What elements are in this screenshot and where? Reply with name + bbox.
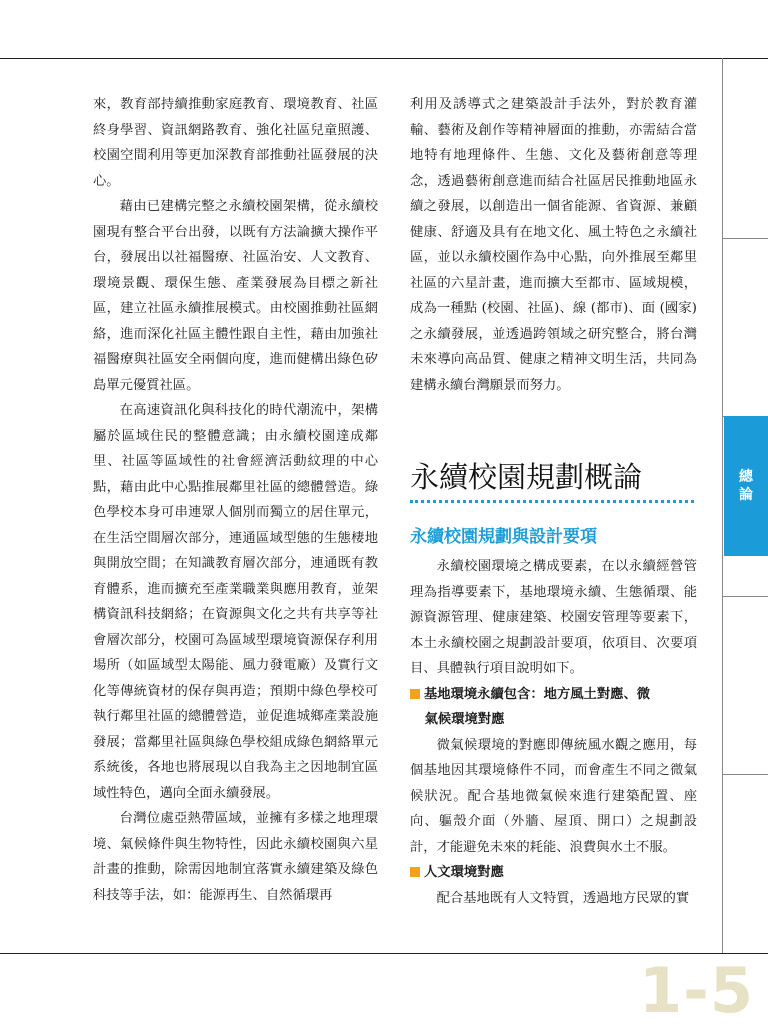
top-rule [0, 58, 768, 59]
right-paragraph-1: 利用及誘導式之建築設計手法外，對於教育灌輸、藝術及創作等精神層面的推動，亦需結合當地特有地理條件、生態、文化及藝術創意等理念，透過藝術創意進而結合社區居民推動地區永續之發展，以創造出一個省能源、省資源、兼顧健康、舒適及具有在地文化、風土特色之永續社區，並以永續校園作為中心點，向外推展至鄰里社區的六星計畫，進而擴大至都市、區域規模，成為一種點 (校園、社區)、線 (都市)、面 (國家)之永續發展，並透過跨領域之研究整合，將台灣未來導向高品質、健康之精神文明生活，共同為建構永續台灣願景而努力。 [410, 97, 697, 393]
right-column-top [410, 92, 697, 398]
bullet-heading-1-line1: 基地環境永續包含：地方風土對應、微 [424, 686, 651, 702]
bullet-heading-2-text: 人文環境對應 [424, 865, 504, 880]
bullet-heading-2 [410, 860, 697, 886]
right-column-body [410, 554, 697, 911]
left-paragraph-3: 在高速資訊化與科技化的時代潮流中，架構屬於區域住民的整體意識；由永續校園達成鄰里、社區等區域性的社會經濟活動紋理的中心點，藉由此中心點推展鄰里社區的總體營造。綠色學校本身可串連眾人個別而獨立的居住單元，在生活空間層次部分，連通區域型態的生態棲地與開放空間；在知識教育層次部分，連通既有教育體系，進而擴充至產業職業與應用教育，並架構資訊科技網絡；在資源與文化之共有共享等社會層次部分，校園可為區域型環境資源保存利用場所（如區域型太陽能、風力發電廠）及實行文化等傳統資材的保存與再造；預期中綠色學校可執行鄰里社區的總體營造，並促進城鄉產業設施發展；當鄰里社區與綠色學校組成綠色網絡單元系統後，各地也將展現以自我為主之因地制宜區域性特色，邁向全面永續發展。 [93, 403, 378, 801]
side-tick-3 [722, 596, 768, 597]
bullet-heading-1-cont: 氣候環境對應 [424, 712, 505, 727]
left-paragraph-2: 藉由已建構完整之永續校園架構，從永續校園現有整合平台出發，以既有方法論擴大操作平台，發展出以社福醫療、社區治安、人文教育、環境景觀、環保生態、產業發展為目標之新社區，建立社區永續推展模式。由校園推動社區網絡，進而深化社區主體性跟自主性，藉由加強社福醫療與社區安全兩個向度，進而健構出綠色矽島單元優質社區。 [93, 199, 378, 393]
intro-paragraph: 永續校園環境之構成要素，在以永續經營管理為指導要素下，基地環境永續、生態循環、能源資源管理、健康建築、校園安管理等要素下，本土永續校園之規劃設計要項，依項目、次要項目、具體執行項目說明如下。 [410, 559, 697, 676]
left-paragraph-1: 來，教育部持續推動家庭教育、環境教育、社區終身學習、資訊網路教育、強化社區兒童照護、校園空間利用等更加深教育部推動社區發展的決心。 [93, 97, 378, 189]
page-number: 1-5 [638, 954, 754, 1027]
bullet-heading-1 [410, 682, 697, 708]
chapter-tab [724, 416, 768, 556]
section-title: 永續校園規劃概論 [410, 460, 643, 494]
chapter-tab-char-2: 論 [739, 487, 753, 503]
side-tick-1 [722, 238, 768, 239]
left-paragraph-4: 台灣位處亞熱帶區域，並擁有多樣之地理環境、氣候條件與生物特性，因此永續校園與六星計畫的推動，除需因地制宜落實永續建築及綠色科技等手法，如：能源再生、自然循環再 [93, 811, 378, 903]
chapter-tab-char-1: 總 [739, 469, 753, 485]
orange-square-bullet-icon [410, 867, 420, 877]
bullet-body-1: 微氣候環境的對應即傳統風水觀之應用，每個基地因其環境條件不同，而會產生不同之微氣候狀況。配合基地微氣候來進行建築配置、座向、軀殼介面（外牆、屋頂、開口）之規劃設計，才能避免未來的耗能、浪費與水土不服。 [410, 737, 697, 855]
subheading: 永續校園規劃與設計要項 [410, 527, 597, 547]
side-tick-4 [722, 774, 768, 775]
side-margin-line [722, 58, 723, 953]
bullet-body-2: 配合基地既有人文特質，透過地方民眾的實 [436, 890, 690, 906]
orange-square-bullet-icon [410, 689, 420, 699]
title-dotted-underline [410, 500, 694, 503]
left-column [93, 92, 378, 908]
